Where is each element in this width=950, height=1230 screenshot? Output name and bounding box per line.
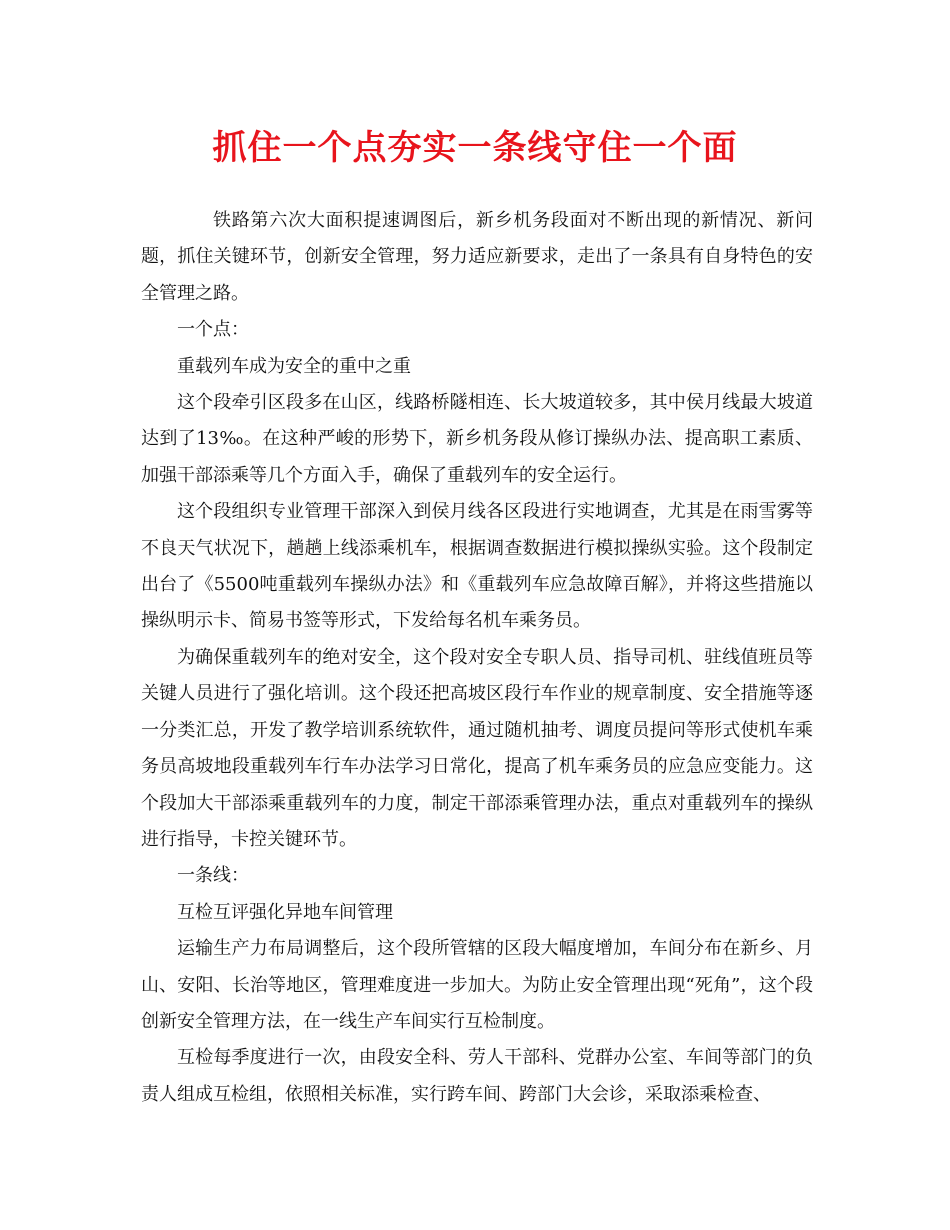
section-subheading-heavy-trains: 重载列车成为安全的重中之重 bbox=[177, 355, 411, 377]
paragraph: 这个段牵引区段多在山区，线路桥隧相连、长大坡道较多，其中侯月线最大坡道达到了13‰。在这种严峻的形势下，新乡机务段从修订操纵办法、提高职工素质、加强干部添乘等几个方面入手，确保了重载列车的安全运行。 bbox=[141, 392, 813, 486]
document-body bbox=[141, 203, 813, 1113]
paragraph: 运输生产力布局调整后，这个段所管辖的区段大幅度增加，车间分布在新乡、月山、安阳、长治等地区，管理难度进一步加大。为防止安全管理出现“死角”，这个段创新安全管理方法，在一线生产车间实行互检制度。 bbox=[141, 938, 813, 1032]
paragraph: 互检每季度进行一次，由段安全科、劳人干部科、党群办公室、车间等部门的负责人组成互检组，依照相关标准，实行跨车间、跨部门大会诊，采取添乘检查、 bbox=[141, 1047, 813, 1105]
paragraph: 为确保重载列车的绝对安全，这个段对安全专职人员、指导司机、驻线值班员等关键人员进行了强化培训。这个段还把高坡区段行车作业的规章制度、安全措施等逐一分类汇总，开发了教学培训系统软件，通过随机抽考、调度员提问等形式使机车乘务员高坡地段重载列车行车办法学习日常化，提高了机车乘务员的应急应变能力。这个段加大干部添乘重载列车的力度，制定干部添乘管理办法，重点对重载列车的操纵进行指导，卡控关键环节。 bbox=[141, 646, 813, 850]
section-subheading-mutual-inspection: 互检互评强化异地车间管理 bbox=[177, 901, 393, 923]
paragraph-intro: 铁路第六次大面积提速调图后，新乡机务段面对不断出现的新情况、新问题，抓住关键环节，创新安全管理，努力适应新要求，走出了一条具有自身特色的安全管理之路。 bbox=[141, 210, 813, 304]
section-heading-point: 一个点： bbox=[177, 319, 249, 341]
section-heading-line: 一条线： bbox=[177, 865, 249, 887]
paragraph: 这个段组织专业管理干部深入到侯月线各区段进行实地调查，尤其是在雨雪雾等不良天气状况下，趟趟上线添乘机车，根据调查数据进行模拟操纵实验。这个段制定出台了《5500吨重载列车操纵办法》和《重载列车应急故障百解》，并将这些措施以操纵明示卡、简易书签等形式，下发给每名机车乘务员。 bbox=[141, 501, 813, 632]
document-title: 抓住一个点夯实一条线守住一个面 bbox=[212, 128, 738, 168]
